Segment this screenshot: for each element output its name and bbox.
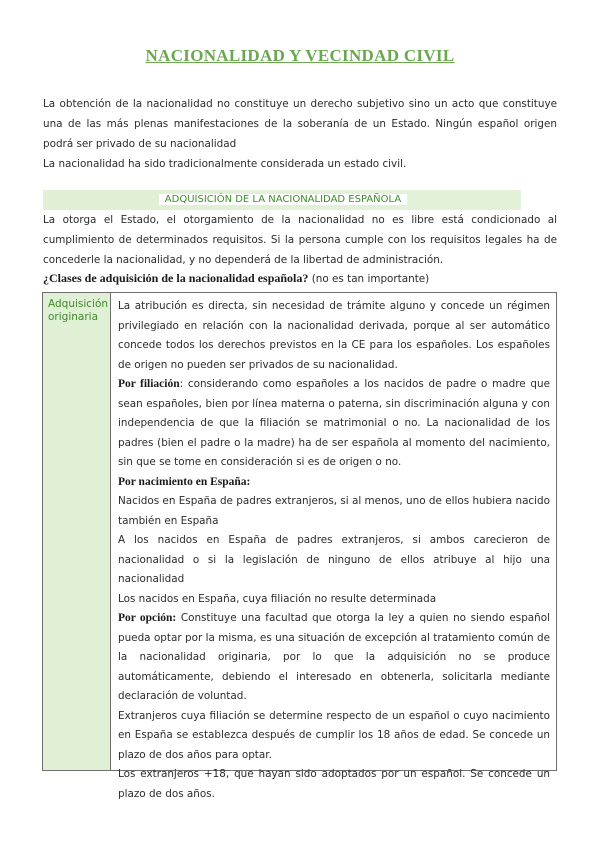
question-line bbox=[43, 268, 563, 289]
nacimiento-item-3: Los nacidos en España, cuya filiación no resulte determinada bbox=[118, 592, 437, 605]
table-content-cell bbox=[111, 293, 556, 800]
nacimiento-item-1: Nacidos en España de padres extranjeros, si al menos, uno de ellos hubiera nacido también en España bbox=[118, 495, 550, 527]
filiacion-heading: Por filiación bbox=[118, 378, 180, 390]
opcion-heading: Por opción: bbox=[118, 612, 177, 624]
page-title: NACIONALIDAD Y VECINDAD CIVIL bbox=[145, 46, 455, 65]
acquisition-table bbox=[42, 292, 557, 800]
filiacion-text: : considerando como españoles a los nacidos de padre o madre que sean españoles, bien por línea materna o paterna, sin discriminación alguna y con independencia de que la filiación se matrimonial o no. La nacionalidad de los padres (bien el padre o la madre) ha de ser española al momento del nacimiento, sin que se tome en consideración si es de origen o no. bbox=[118, 378, 550, 468]
opcion-text: Constituye una facultad que otorga la ley a quien no siendo español pueda optar por la misma, es una situación de excepción al tratamiento común de la nacionalidad originaria, por lo que la adquisición no se produce automáticamente, debiendo el interesado en obtenerla, solicitarla mediante declaración de voluntad. bbox=[118, 612, 551, 702]
opcion-paragraph bbox=[118, 609, 550, 707]
section-heading bbox=[43, 190, 523, 210]
question-text: ¿Clases de adquisición de la nacionalidad española? bbox=[43, 271, 309, 285]
question-note: (no es tan importante) bbox=[308, 273, 430, 285]
otorga-paragraph: La otorga el Estado, el otorgamiento de la nacionalidad no es libre está condicionado al cumplimiento de determinados requisitos. Si la persona cumple con los requisitos legales ha de concederle la nacionalidad, y no dependerá de la libertad de administración. bbox=[43, 214, 557, 266]
opcion-item-3: Los extranjeros +18, que hayan sido adoptados por un español. Se concede un plazo de dos años. bbox=[118, 768, 550, 800]
nacimiento-item-2: A los nacidos en España de padres extranjeros, si ambos carecieron de nacionalidad o si la legislación de ninguno de ellos atribuye al hijo una nacionalidad bbox=[118, 534, 550, 585]
table-label: Adquisición originaria bbox=[48, 298, 109, 323]
section-heading-text: ADQUISICIÓN DE LA NACIONALIDAD ESPAÑOLA bbox=[159, 194, 407, 205]
opcion-item-2: Extranjeros cuya filiación se determine respecto de un español o cuyo nacimiento en España se establezca después de cumplir los 18 años de edad. Se concede un plazo de dos años para optar. bbox=[118, 709, 550, 761]
filiacion-paragraph bbox=[118, 375, 550, 473]
originaria-paragraph: La atribución es directa, sin necesidad de trámite alguno y concede un régimen privilegiado en relación con la nacionalidad derivada, porque al ser automático concede todos los derechos previstos en la CE para los españoles. Los españoles de origen no pueden ser privados de su nacionalidad. bbox=[118, 300, 550, 371]
nacimiento-heading-line bbox=[118, 473, 550, 493]
intro-paragraph-2: La nacionalidad ha sido tradicionalmente considerada un estado civil. bbox=[43, 158, 407, 170]
table-label-cell bbox=[43, 293, 111, 770]
nacimiento-heading: Por nacimiento en España: bbox=[118, 475, 251, 488]
intro-paragraph: La obtención de la nacionalidad no constituye un derecho subjetivo sino un acto que constituye una de las más plenas manifestaciones de la soberanía de un Estado. Ningún español origen podrá ser privado de su nacionalidad bbox=[43, 98, 557, 150]
